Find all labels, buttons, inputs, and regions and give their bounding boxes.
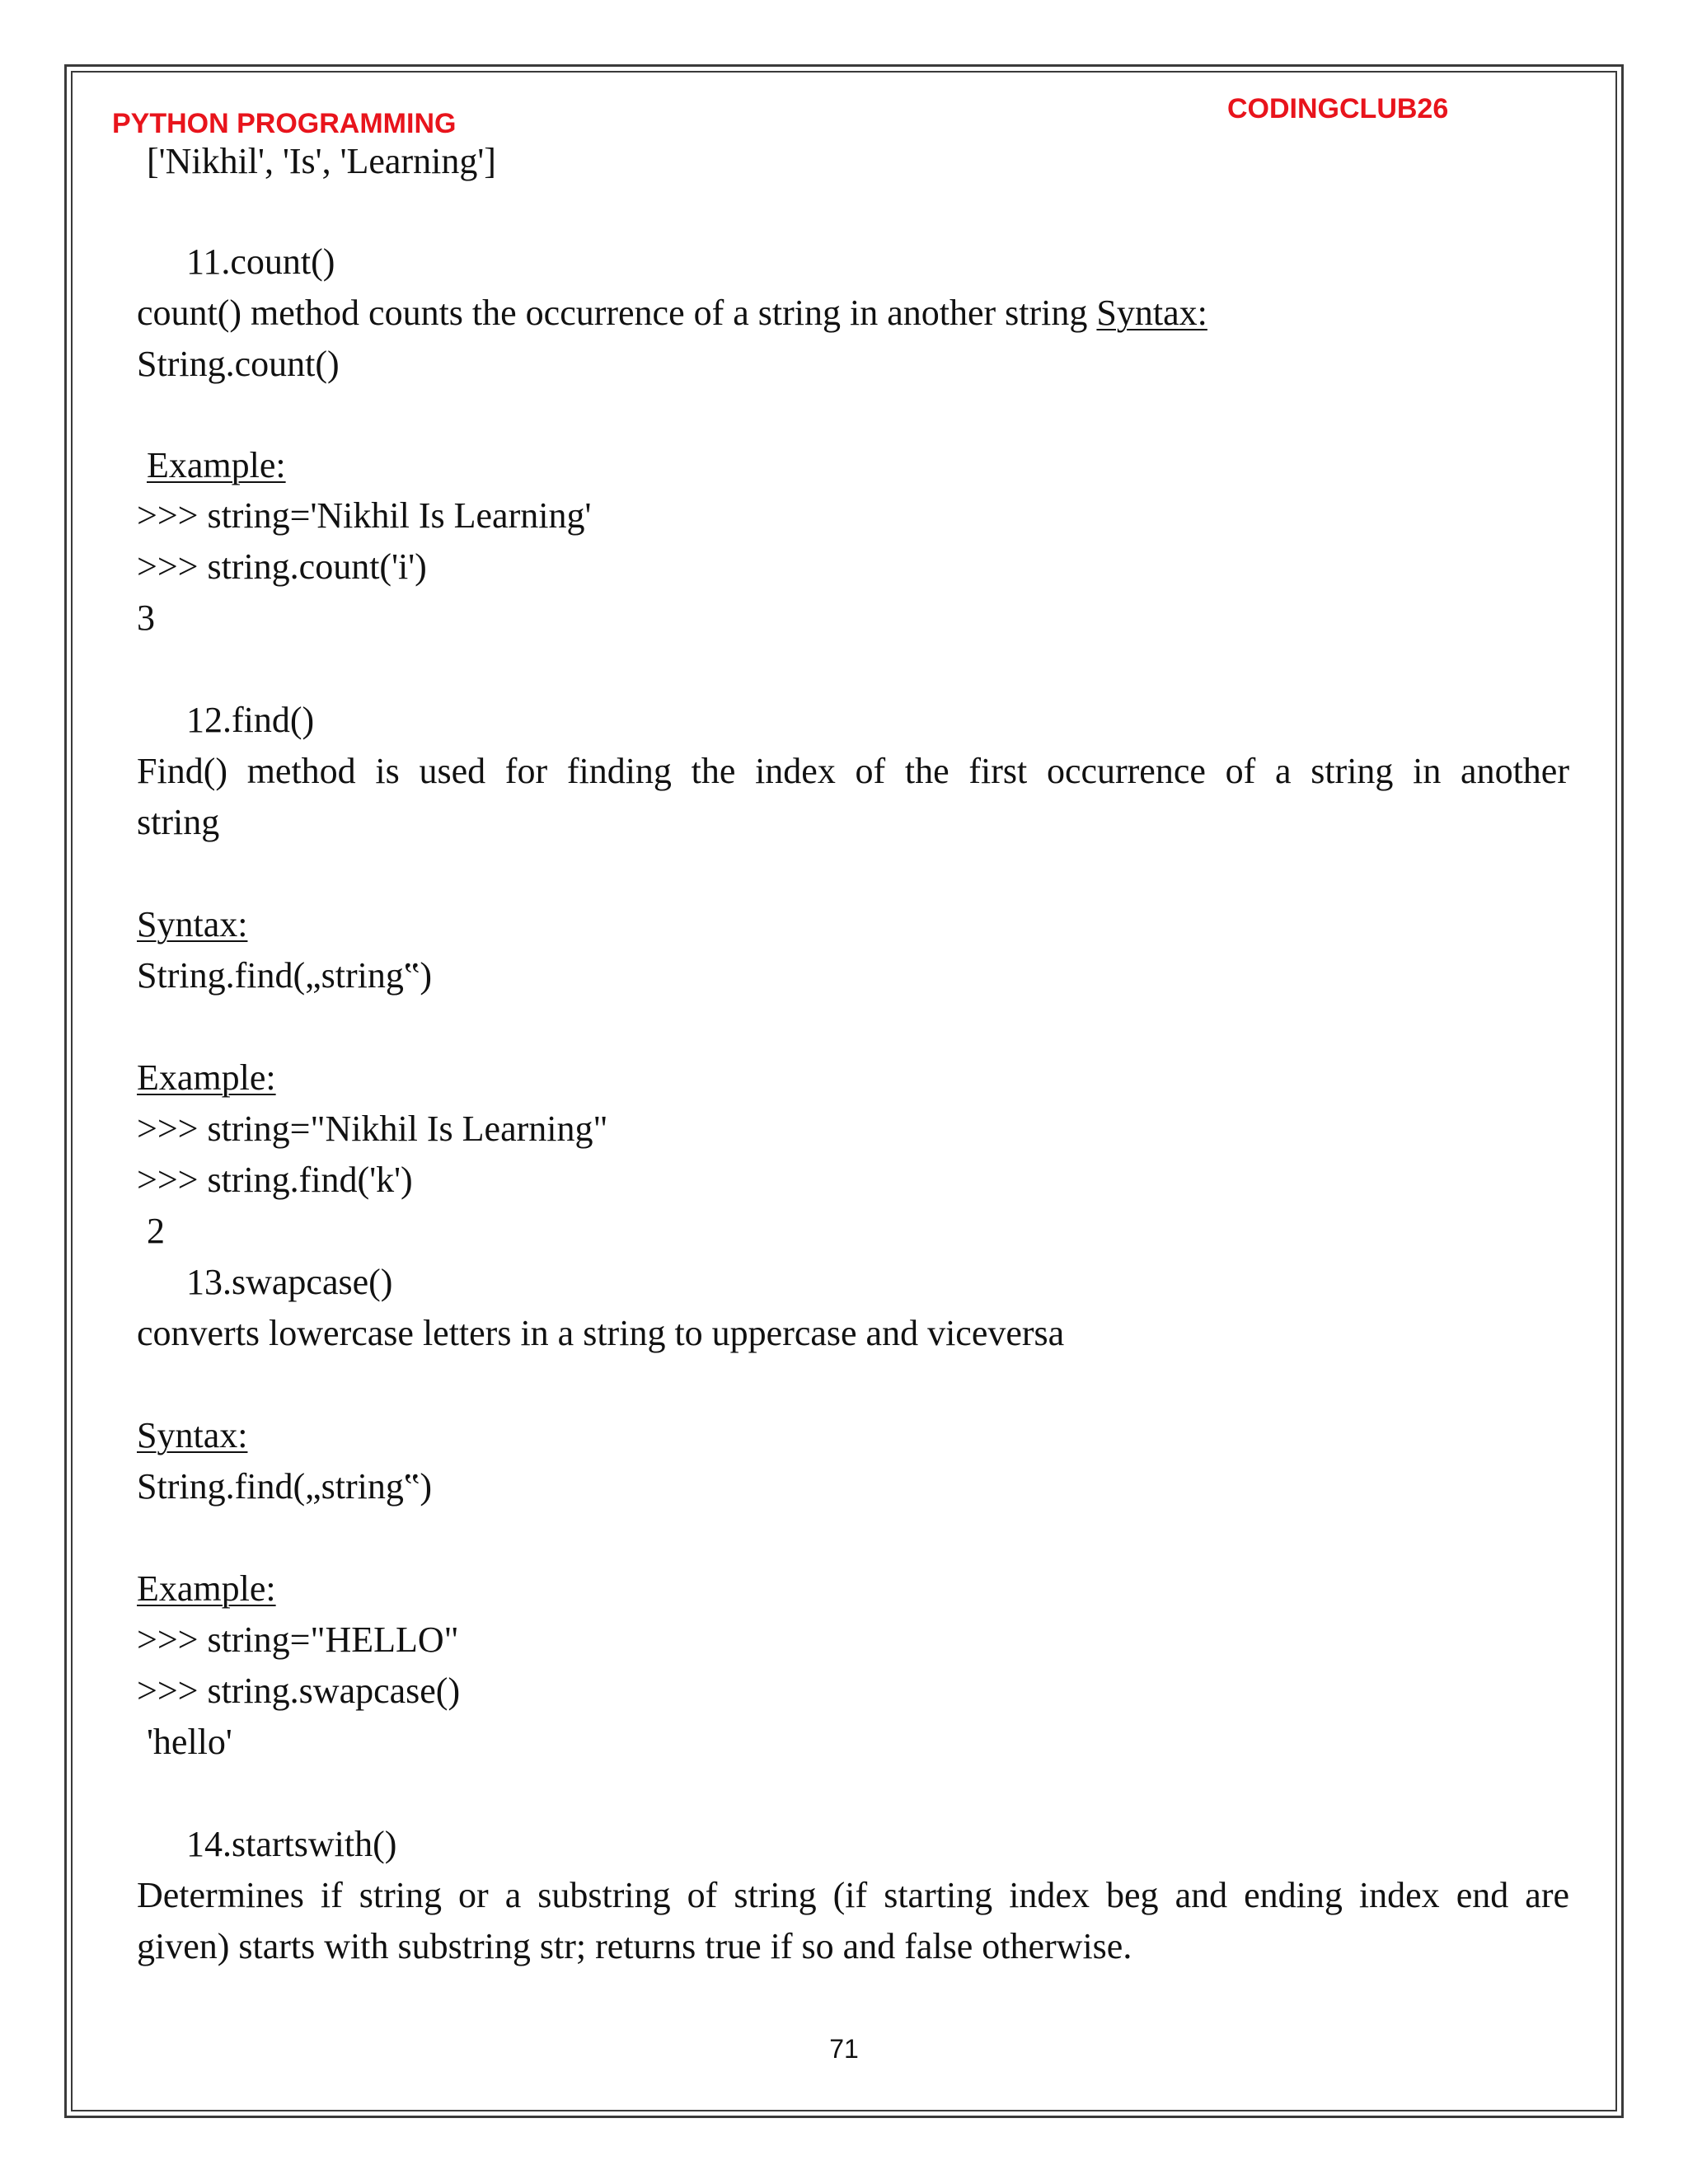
count-description [137,292,1207,335]
example-label: Example: [137,1057,276,1098]
count-description-text: count() method counts the occurrence of a string in another string [137,293,1097,333]
find-description-cont: string [137,802,220,842]
code-output: 3 [137,598,155,638]
swapcase-description: converts lowercase letters in a string to uppercase and viceversa [137,1313,1065,1353]
code-output: 'hello' [147,1722,232,1762]
header-brand: CODINGCLUB26 [1227,93,1449,124]
syntax-label: Syntax: [137,1415,248,1455]
syntax-label: Syntax: [137,904,248,944]
startswith-description: Determines if string or a substring of string (if starting index beg and ending index end are [137,1875,1569,1915]
code-line: >>> string.swapcase() [137,1671,461,1711]
swapcase-syntax: String.find(„string‟) [137,1466,433,1507]
list-output-line: ['Nikhil', 'Is', 'Learning'] [147,141,496,181]
code-line: >>> string.find('k') [137,1160,413,1200]
page-number: 71 [829,2034,859,2064]
example-label: Example: [147,445,286,485]
section-heading-startswith: 14.startswith() [186,1824,397,1864]
syntax-label: Syntax: [1096,293,1207,333]
code-line: >>> string.count('i') [137,546,427,587]
code-line: >>> string="HELLO" [137,1619,459,1660]
section-heading-swapcase: 13.swapcase() [186,1262,393,1302]
code-output: 2 [147,1211,165,1251]
find-syntax: String.find(„string‟) [137,955,433,996]
code-line: >>> string="Nikhil Is Learning" [137,1108,608,1149]
code-line: >>> string='Nikhil Is Learning' [137,495,592,536]
startswith-description-cont: given) starts with substring str; returns true if so and false otherwise. [137,1926,1132,1966]
section-heading-count: 11.count() [186,241,335,282]
section-heading-find: 12.find() [186,700,315,740]
find-description: Find() method is used for finding the index of the first occurrence of a string in another [137,751,1569,791]
count-syntax: String.count() [137,344,340,384]
header-title: PYTHON PROGRAMMING [112,108,457,139]
example-label: Example: [137,1568,276,1609]
